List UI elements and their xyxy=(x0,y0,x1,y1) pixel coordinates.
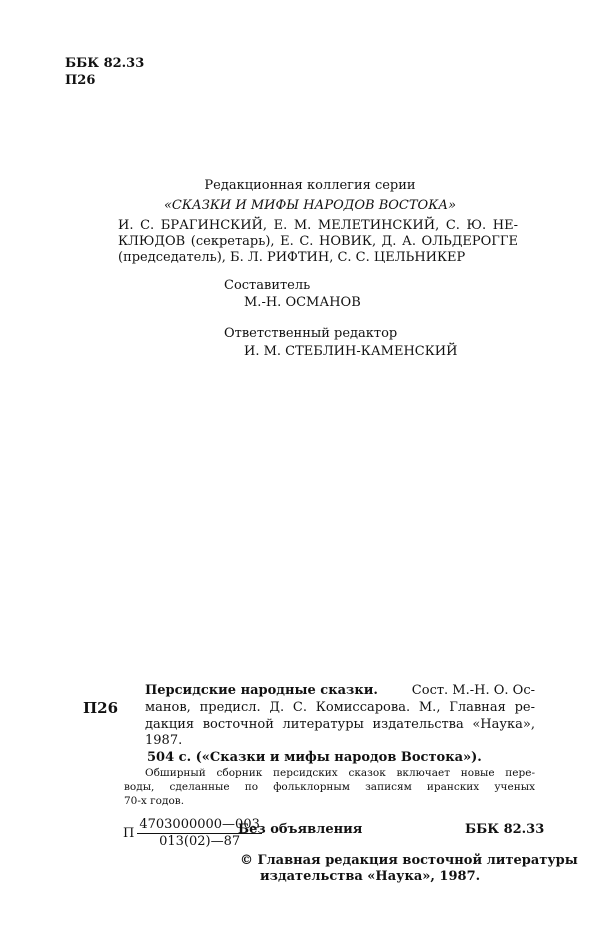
page-count: 504 с. («Сказки и мифы народов Востока»). xyxy=(147,750,482,765)
board-title: Редакционная коллегия серии xyxy=(204,178,416,193)
copyright-line: издательства «Наука», 1987. xyxy=(260,869,481,884)
index-numerator: 4703000000—003 xyxy=(139,817,260,832)
index-prefix: П xyxy=(123,826,135,841)
compiler-label: Составитель xyxy=(224,278,311,293)
catalog-text: манов, предисл. Д. С. Комиссарова. М., Главная ре- xyxy=(145,700,535,715)
compiler-name: М.-Н. ОСМАНОВ xyxy=(244,295,361,310)
book-title: Персидские народные сказки. xyxy=(145,683,378,698)
annotation-line: 70-х годов. xyxy=(124,795,185,807)
catalog-title-line xyxy=(145,683,535,699)
copyright-line: © Главная редакция восточной литературы xyxy=(240,853,578,868)
catalog-text: дакция восточной литературы издательства «Наука», xyxy=(145,717,535,732)
annotation-line: воды, сделанные по фольклорным записям иранских ученых xyxy=(124,781,535,793)
catalog-text: 1987. xyxy=(145,733,183,748)
board-members-line: (председатель), Б. Л. РИФТИН, С. С. ЦЕЛЬНИКЕР xyxy=(118,250,466,265)
bbk-footer: ББК 82.33 xyxy=(465,822,545,837)
index-denominator: 013(02)—87 xyxy=(159,834,241,849)
editor-label: Ответственный редактор xyxy=(224,326,398,341)
catalog-text: Сост. М.-Н. О. Ос- xyxy=(411,683,535,698)
series-title: «СКАЗКИ И МИФЫ НАРОДОВ ВОСТОКА» xyxy=(163,198,457,213)
catalog-code-header: П26 xyxy=(65,73,96,88)
catalog-code: П26 xyxy=(83,699,119,717)
annotation-line: Обширный сборник персидских сказок включает новые пере- xyxy=(145,767,535,779)
board-members-line: И. С. БРАГИНСКИЙ, Е. М. МЕЛЕТИНСКИЙ, С. Ю. НЕ- xyxy=(118,218,518,233)
board-members-line: КЛЮДОВ (секретарь), Е. С. НОВИК, Д. А. ОЛЬДЕРОГГЕ xyxy=(118,234,518,249)
bbk-header: ББК 82.33 xyxy=(65,56,145,71)
no-ads-note: Без объявления xyxy=(238,822,363,837)
editor-name: И. М. СТЕБЛИН-КАМЕНСКИЙ xyxy=(244,344,458,359)
